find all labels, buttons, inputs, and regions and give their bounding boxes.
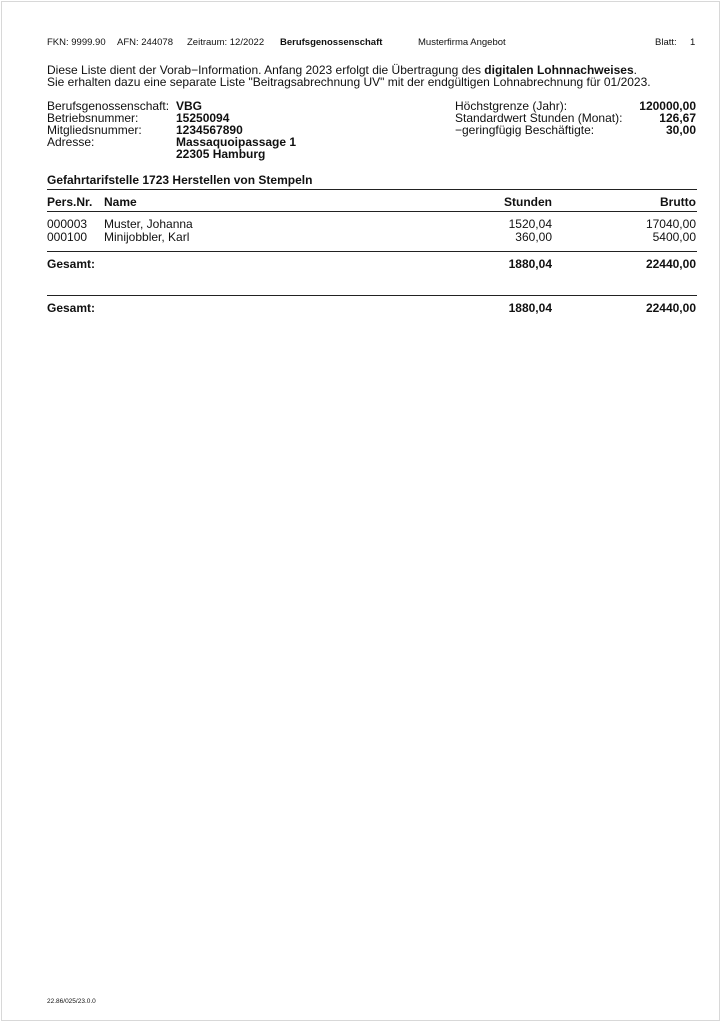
bg-label: Berufsgenossenschaft: — [47, 99, 170, 113]
cell-stunden: 360,00 — [515, 230, 552, 244]
intro-emphasis: digitalen Lohnnachweises — [484, 63, 634, 77]
document-page — [1, 1, 720, 1021]
cell-brutto: 5400,00 — [652, 230, 696, 244]
header-fkn: FKN: 9999.90 — [47, 37, 106, 48]
betrieb-value: 15250094 — [176, 111, 230, 125]
header-zeitraum: Zeitraum: 12/2022 — [187, 37, 265, 48]
hoechst-value: 120000,00 — [639, 99, 696, 113]
standard-label: Standardwert Stunden (Monat): — [455, 111, 623, 125]
subtotal-stunden: 1880,04 — [508, 257, 552, 271]
col-header-stunden: Stunden — [504, 195, 552, 209]
cell-persnr: 000003 — [47, 217, 88, 231]
cell-stunden: 1520,04 — [508, 217, 552, 231]
gering-value: 30,00 — [665, 123, 696, 137]
header-divider — [47, 211, 697, 212]
bg-value: VBG — [176, 99, 203, 113]
section-title: Gefahrtarifstelle 1723 Herstellen von Stempeln — [47, 173, 313, 187]
col-header-persnr: Pers.Nr. — [47, 195, 93, 209]
adresse-line-1: Massaquoipassage 1 — [176, 135, 297, 149]
standard-value: 126,67 — [659, 111, 696, 125]
footer-code: 22.86/025/23.0.0 — [47, 998, 96, 1005]
header-blatt-label: Blatt: — [655, 37, 677, 48]
cell-name: Minijobbler, Karl — [104, 230, 190, 244]
cell-name: Muster, Johanna — [104, 217, 193, 231]
total-stunden: 1880,04 — [508, 301, 552, 315]
section-divider — [47, 189, 697, 190]
header-afn: AFN: 244078 — [117, 37, 173, 48]
betrieb-label: Betriebsnummer: — [47, 111, 139, 125]
adresse-label: Adresse: — [47, 135, 95, 149]
header-company: Musterfirma Angebot — [418, 37, 506, 48]
cell-persnr: 000100 — [47, 230, 88, 244]
hoechst-label: Höchstgrenze (Jahr): — [455, 99, 568, 113]
mitglied-label: Mitgliedsnummer: — [47, 123, 142, 137]
intro-line-1: Diese Liste dient der Vorab−Information. Anfang 2023 erfolgt die Übertragung des digitalen Lohnnachweises. — [47, 63, 638, 77]
total-divider — [47, 295, 697, 296]
mitglied-value: 1234567890 — [176, 123, 243, 137]
gering-label: −geringfügig Beschäftigte: — [455, 123, 595, 137]
adresse-line-2: 22305 Hamburg — [176, 147, 266, 161]
intro-line-2: Sie erhalten dazu eine separate Liste "Beitragsabrechnung UV" mit der endgültigen Lohnabrechnung für 01/2023. — [47, 75, 651, 89]
cell-brutto: 17040,00 — [645, 217, 696, 231]
subtotal-label: Gesamt: — [47, 257, 96, 271]
col-header-name: Name — [104, 195, 137, 209]
header-title: Berufsgenossenschaft — [280, 37, 383, 48]
header-blatt-value: 1 — [690, 37, 696, 48]
subtotal-brutto: 22440,00 — [645, 257, 696, 271]
col-header-brutto: Brutto — [660, 195, 696, 209]
subtotal-divider — [47, 251, 697, 252]
total-label: Gesamt: — [47, 301, 96, 315]
total-brutto: 22440,00 — [645, 301, 696, 315]
